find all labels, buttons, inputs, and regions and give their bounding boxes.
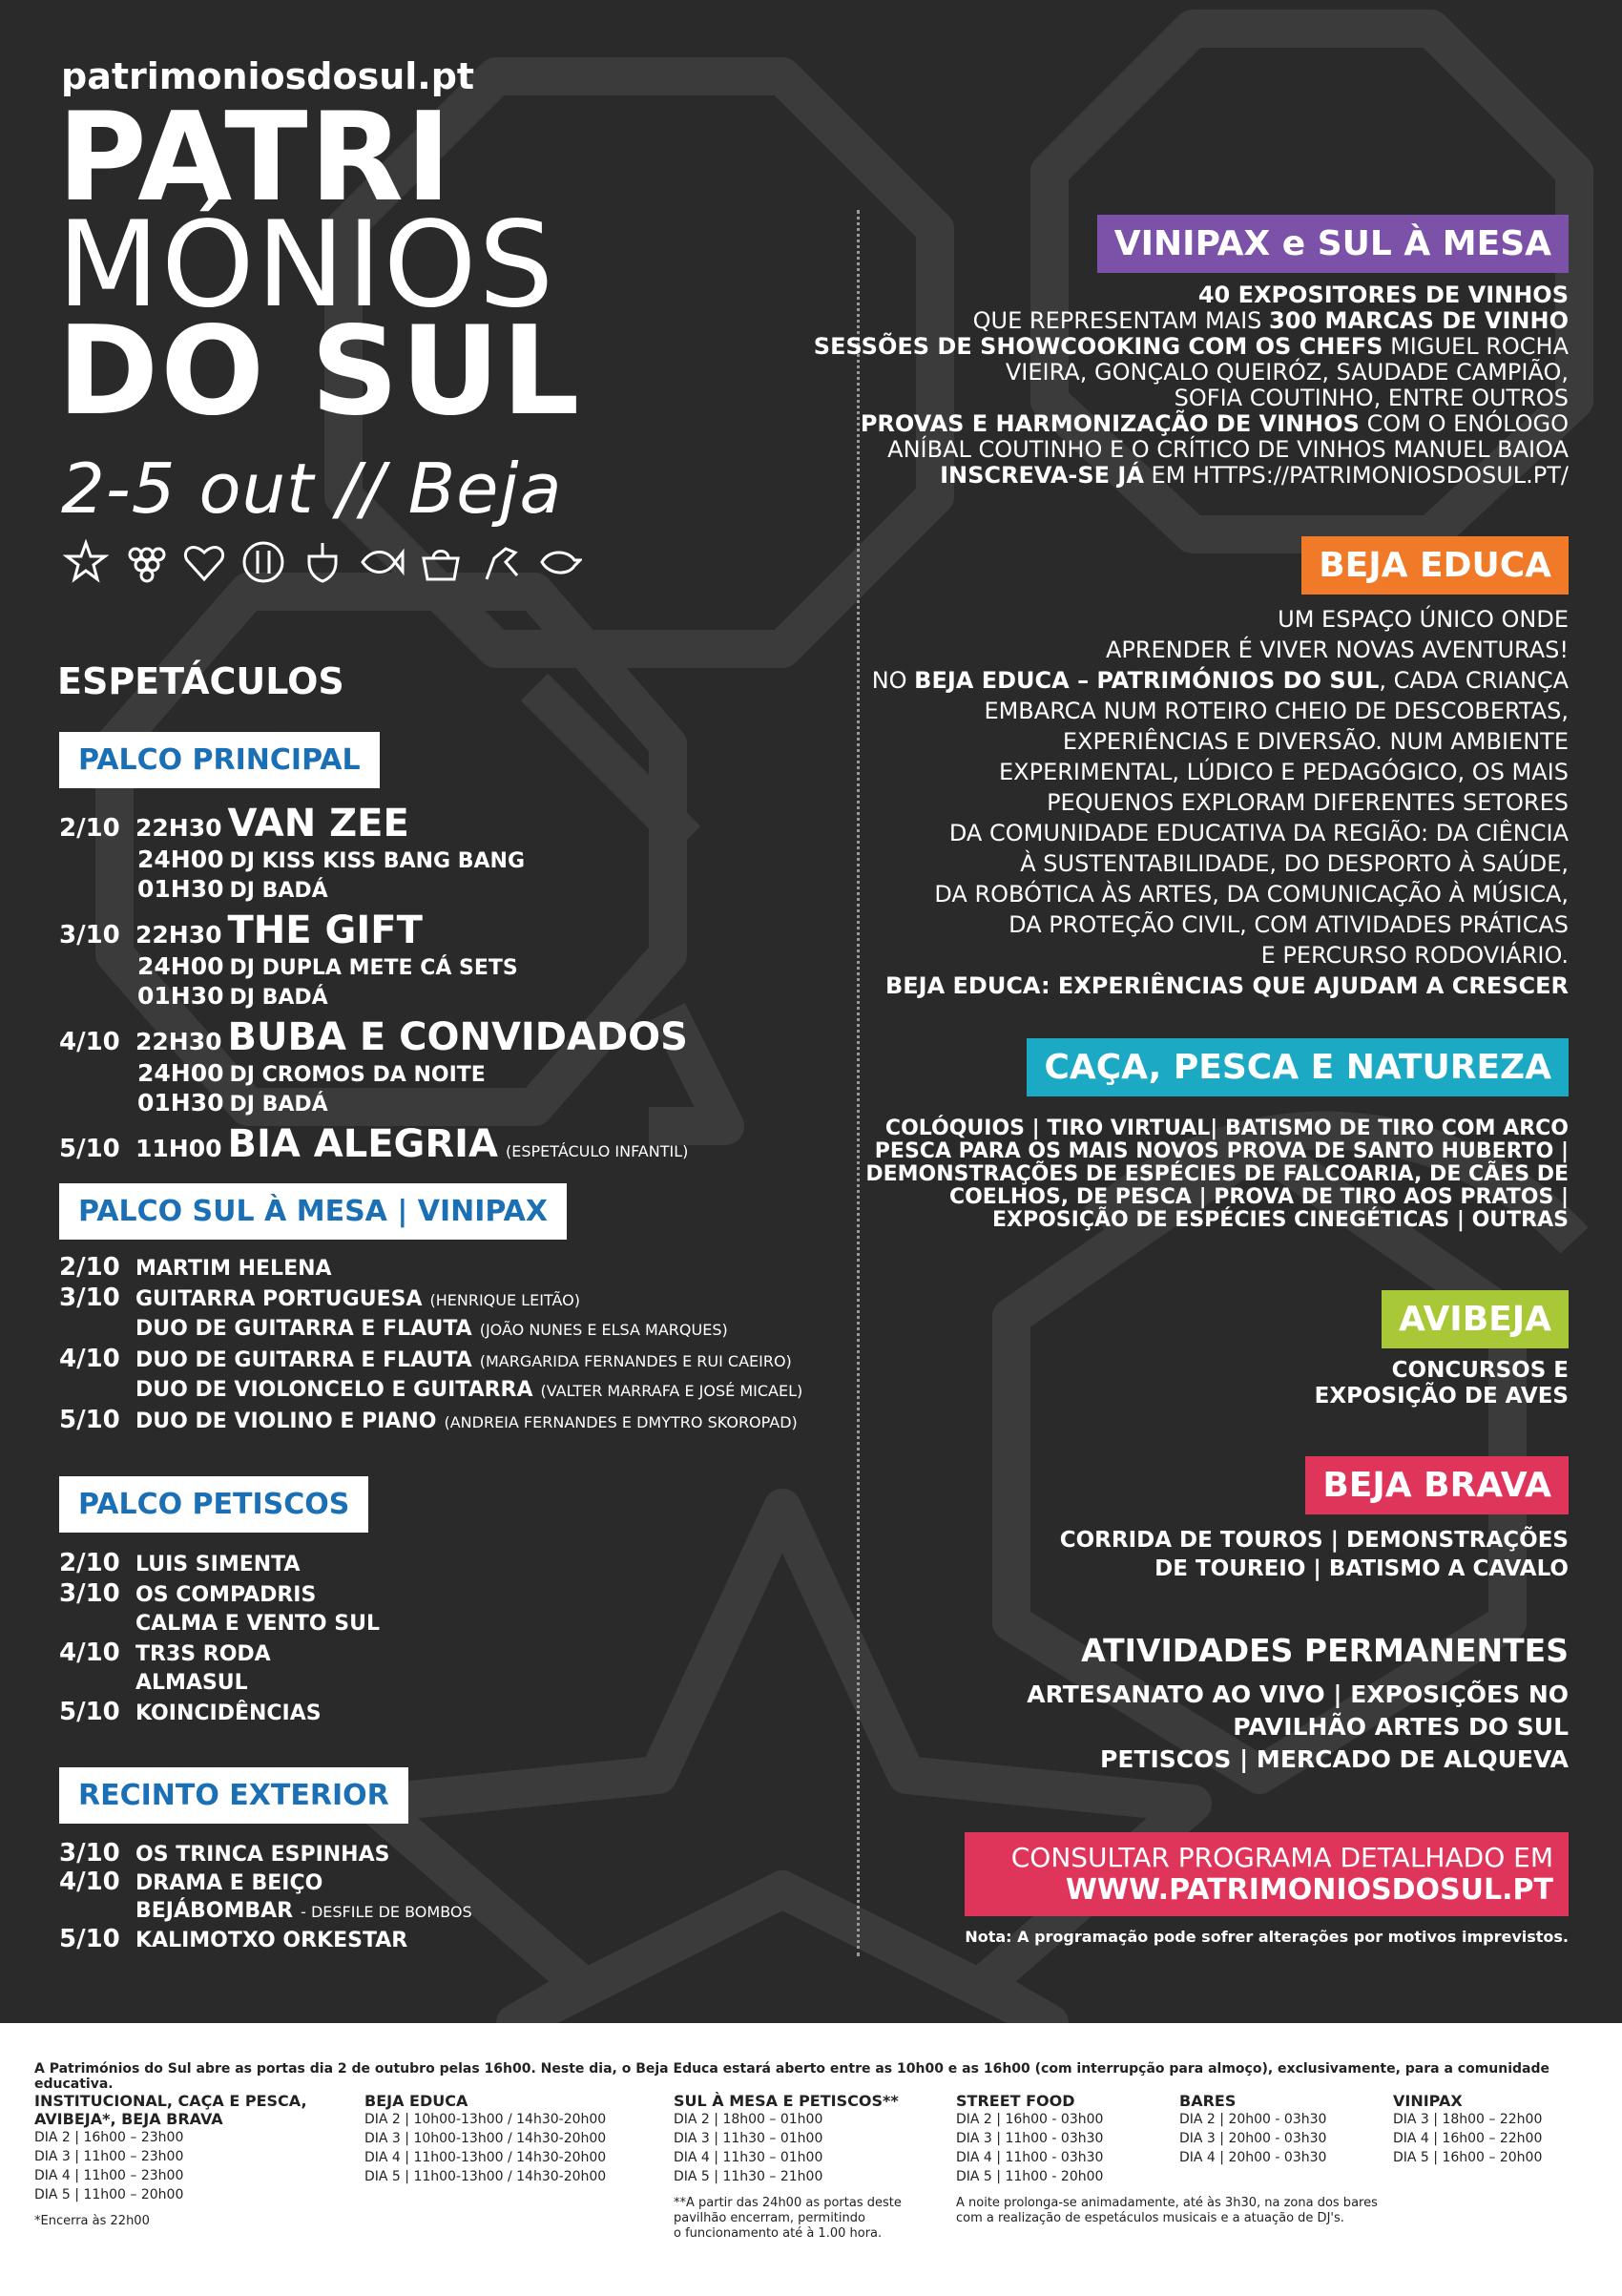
program-act: DUO DE VIOLINO E PIANO [135,1409,437,1433]
program-row [59,1315,802,1345]
footer-column-heading: AVIBEJA*, BEJA BRAVA [34,2110,223,2128]
program-row [59,982,688,1012]
program-act: THE GIFT [227,908,423,952]
palco-sul-tag: PALCO SUL À MESA | VINIPAX [59,1183,567,1240]
vinipax-line: ANÍBAL COUTINHO E O CRÍTICO DE VINHOS MANUEL BAIOA [887,436,1569,463]
program-act: VAN ZEE [227,802,409,845]
consult-url[interactable]: WWW.PATRIMONIOSDOSUL.PT [1065,1873,1553,1907]
caca-line: PESCA PARA OS MAIS NOVOS PROVA DE SANTO HUBERTO | [874,1139,1569,1163]
program-date: 4/10 [59,1639,120,1667]
program-act: DJ BADÁ [229,986,328,1010]
program-note: (HENRIQUE LEITÃO) [429,1291,580,1309]
program-time: 24H00 [137,1059,224,1087]
program-date: 3/10 [59,1579,120,1608]
program-row [59,1840,472,1868]
footer-footnote-line: *Encerra às 22h00 [34,2214,150,2228]
vinipax-line: PROVAS E HARMONIZAÇÃO DE VINHOS [860,410,1360,437]
beja-educa-line: E PERCURSO RODOVIÁRIO. [1260,942,1569,969]
footer-footnote [34,2214,307,2229]
footer-column-heading: STREET FOOD [956,2092,1075,2110]
program-date: 4/10 [59,1868,120,1896]
palco-petiscos-program [59,1549,380,1728]
avibeja-line: EXPOSIÇÃO DE AVES [1314,1384,1569,1409]
vinipax-line: QUE REPRESENTAM MAIS [972,307,1270,334]
program-row [59,1897,472,1926]
caca-section [865,1038,1569,1232]
caca-line: COELHOS, DE PESCA | PROVA DE TIRO AOS PRATOS | [948,1185,1569,1209]
star-icon [61,537,111,587]
program-time: 22H30 [135,921,222,949]
event-dates: 2-5 out // Beja [61,449,563,529]
recinto-exterior-tag: RECINTO EXTERIOR [59,1767,408,1824]
logo-line-2: MÓNIOS [57,197,556,334]
program-row [59,1639,380,1669]
beja-educa-line: DA COMUNIDADE EDUCATIVA DA REGIÃO: DA CIÊNCIA [948,820,1569,846]
caca-line: DEMONSTRAÇÕES DE ESPÉCIES DE FALCOARIA, DE CÃES DE [865,1162,1569,1186]
footer-column-heading: VINIPAX [1393,2092,1463,2110]
footer-schedule-row: DIA 3 | 11h30 – 01h00 [674,2131,823,2146]
program-date: 5/10 [59,1925,120,1953]
beja-educa-tag: BEJA EDUCA [1301,536,1569,595]
program-row [59,1579,380,1610]
program-act: BEJÁBOMBAR [135,1899,294,1923]
program-date: 2/10 [59,814,120,843]
program-act: DUO DE VIOLONCELO E GUITARRA [135,1378,533,1402]
horse-icon [475,537,525,587]
footer-schedule-row: DIA 4 | 11h00 – 23h00 [34,2168,184,2183]
footer-column [364,2092,606,2186]
footer-footnote-line: **A partir das 24h00 as portas deste [674,2196,902,2210]
vinipax-line: SESSÕES DE SHOWCOOKING COM OS CHEFS [813,333,1383,360]
footer-schedule-row: DIA 3 | 11h00 – 23h00 [34,2149,184,2164]
program-time: 22H30 [135,814,222,842]
footer-schedule-row: DIA 2 | 20h00 - 03h30 [1179,2112,1327,2127]
vinipax-section [814,215,1569,489]
vinipax-line: EM HTTPS://PATRIMONIOSDOSUL.PT/ [1143,462,1569,489]
program-act: KOINCIDÊNCIAS [135,1701,322,1725]
pot-icon [416,537,466,587]
footer-schedule-row: DIA 5 | 11h00-13h00 / 14h30-20h00 [364,2169,607,2184]
program-time: 01H30 [137,982,224,1010]
program-date: 2/10 [59,1253,120,1282]
avibeja-tag: AVIBEJA [1382,1290,1569,1348]
program-time: 22H30 [135,1028,222,1055]
grapes-icon [120,537,170,587]
footer-schedule-row: DIA 2 | 16h00 - 03h00 [956,2112,1104,2127]
vinipax-line: INSCREVA-SE JÁ [940,462,1144,489]
footer-footnote-line: o funcionamento até à 1.00 hora. [674,2226,883,2241]
icon-row [61,537,584,587]
footer-schedule-row: DIA 4 | 16h00 – 22h00 [1393,2131,1543,2146]
footer-schedule-row: DIA 3 | 11h00 - 03h30 [956,2131,1104,2146]
palco-principal-tag: PALCO PRINCIPAL [59,732,380,788]
permanentes-title: ATIVIDADES PERMANENTES [1081,1632,1569,1669]
footer-column [1179,2092,1326,2167]
footer-schedule-row: DIA 5 | 11h00 - 20h00 [956,2169,1104,2184]
program-row [59,1284,802,1315]
program-act: DRAMA E BEIÇO [135,1871,323,1895]
program-time: 24H00 [137,845,224,873]
program-note: (ESPETÁCULO INFANTIL) [506,1142,689,1160]
schedule-footer [0,2023,1622,2296]
program-row [59,1015,688,1059]
vinipax-line: 40 EXPOSITORES DE VINHOS [1197,282,1569,308]
footer-footnote-line: pavilhão encerram, permitindo [674,2211,865,2225]
caca-tag: CAÇA, PESCA E NATUREZA [1027,1038,1569,1096]
program-row [59,952,688,982]
site-url[interactable]: patrimoniosdosul.pt [61,55,475,97]
program-note: (MARGARIDA FERNANDES E RUI CAEIRO) [479,1352,792,1370]
program-row [59,908,688,952]
program-act: GUITARRA PORTUGUESA [135,1287,423,1311]
caca-line: COLÓQUIOS | TIRO VIRTUAL| BATISMO DE TIRO COM ARCO [884,1117,1569,1140]
beja-educa-line: UM ESPAÇO ÚNICO ONDE [1278,606,1569,633]
program-date: 3/10 [59,1284,120,1312]
beja-educa-text [872,604,1569,1001]
program-time: 01H30 [137,1089,224,1117]
beja-educa-line [872,665,1569,696]
footer-schedule-row: DIA 4 | 11h30 – 01h00 [674,2150,823,2165]
footer-schedule-row: DIA 2 | 16h00 – 23h00 [34,2130,184,2145]
program-note: (ANDREIA FERNANDES E DMYTRO SKOROPAD) [444,1413,798,1431]
footer-schedule-row: DIA 4 | 11h00-13h00 / 14h30-20h00 [364,2150,607,2165]
permanentes-line: ARTESANATO AO VIVO | EXPOSIÇÕES NO [1027,1680,1569,1708]
program-time: 24H00 [137,952,224,980]
footer-column [34,2092,307,2229]
program-row [59,1122,688,1166]
beja-educa-line: APRENDER É VIVER NOVAS AVENTURAS! [1105,637,1569,663]
program-row [59,1376,802,1406]
program-date: 5/10 [59,1135,120,1163]
footer-schedule-row: DIA 5 | 11h00 – 20h00 [34,2187,184,2202]
program-row [59,845,688,875]
permanentes-section [1027,1632,1569,1776]
program-row [59,1549,380,1579]
beja-educa-tagline: BEJA EDUCA: EXPERIÊNCIAS QUE AJUDAM A CRESCER [884,972,1569,999]
program-date: 2/10 [59,1549,120,1577]
avibeja-text [1315,1358,1569,1409]
footer-intro: A Patrimónios do Sul abre as portas dia 2 de outubro pelas 16h00. Neste dia, o Beja Educa estará aberto entre as 10h00 e as 16h00 (com interrupção para almoço), exclusivamente, para a comunidade educativa. [34,2061,1550,2092]
footer-schedule-row: DIA 4 | 20h00 - 03h30 [1179,2150,1327,2165]
plate-icon [239,537,288,587]
program-act: OS TRINCA ESPINHAS [135,1843,390,1867]
program-act: BIA ALEGRIA [227,1122,499,1166]
consult-banner[interactable] [965,1832,1569,1916]
program-row [59,1610,380,1639]
vinipax-line: SOFIA COUTINHO, ENTRE OUTROS [1174,385,1569,411]
program-row [59,1406,802,1437]
footer-footnote-line: A noite prolonga-se animadamente, até às 3h30, na zona dos bares [956,2196,1378,2210]
footer-column-heading: INSTITUCIONAL, CAÇA E PESCA, [34,2092,307,2110]
permanentes-line: PAVILHÃO ARTES DO SUL [1233,1713,1569,1741]
program-act: DJ KISS KISS BANG BANG [229,849,525,873]
beja-educa-line: EXPERIMENTAL, LÚDICO E PEDAGÓGICO, OS MAIS [999,759,1569,785]
program-row [59,802,688,845]
acorn-icon [298,537,347,587]
vinipax-line: COM O ENÓLOGO [1359,410,1569,437]
beja-educa-line: EXPERIÊNCIAS E DIVERSÃO. NUM AMBIENTE [1062,728,1569,755]
palco-petiscos-tag: PALCO PETISCOS [59,1476,368,1533]
program-row [59,1698,380,1728]
logo-line-3: DO SUL [57,301,582,443]
program-date: 5/10 [59,1406,120,1434]
program-act: DJ DUPLA METE CÁ SETS [229,956,518,980]
beja-educa-line: À SUSTENTABILIDADE, DO DESPORTO À SAÚDE, [1020,850,1569,877]
footer-schedule-row: DIA 5 | 16h00 – 20h00 [1393,2150,1543,2165]
program-act: TR3S RODA [135,1642,271,1666]
beja-educa-line: PEQUENOS EXPLORAM DIFERENTES SETORES [1047,789,1569,816]
program-row [59,1345,802,1376]
program-date: 3/10 [59,921,120,950]
footer-column-heading: BARES [1179,2092,1237,2110]
logo-line-1: PATRI [57,87,453,229]
program-row [59,1253,802,1284]
fish-icon [357,537,406,587]
program-act: OS COMPADRIS [135,1583,317,1607]
avibeja-section [1315,1290,1569,1409]
program-act: DJ BADÁ [229,879,328,903]
caca-text [865,1117,1569,1232]
bird-icon [534,537,584,587]
program-row [59,1089,688,1118]
footer-footnote [674,2196,902,2242]
beja-educa-fragment: , CADA CRIANÇA [1379,667,1569,694]
vinipax-line: VIEIRA, GONÇALO QUEIRÓZ, SAUDADE CAMPIÃO, [1005,359,1569,386]
espetaculos-heading: ESPETÁCULOS [57,660,344,702]
caca-line: EXPOSIÇÃO DE ESPÉCIES CINEGÉTICAS | OUTRAS [991,1208,1569,1232]
beja-brava-section [1060,1456,1569,1583]
footer-schedule-row: DIA 2 | 10h00-13h00 / 14h30-20h00 [364,2112,607,2127]
beja-educa-line: DA PROTEÇÃO CIVIL, COM ATIVIDADES PRÁTICAS [1009,911,1569,938]
vinipax-tag: VINIPAX e SUL À MESA [1097,215,1569,273]
footer-schedule-row: DIA 5 | 11h30 – 21h00 [674,2169,823,2184]
footer-column-heading: BEJA EDUCA [364,2092,468,2110]
beja-brava-tag: BEJA BRAVA [1305,1456,1569,1514]
vinipax-text [814,282,1569,489]
beja-brava-line: DE TOUREIO | BATISMO A CAVALO [1154,1556,1569,1581]
beja-educa-fragment: NO [871,667,915,694]
program-note: - DESFILE DE BOMBOS [301,1903,472,1921]
program-date: 4/10 [59,1345,120,1373]
vinipax-line: MIGUEL ROCHA [1383,333,1569,360]
program-row [59,1926,472,1954]
footer-schedule-row: DIA 3 | 10h00-13h00 / 14h30-20h00 [364,2131,607,2146]
recinto-exterior-program [59,1840,472,1954]
program-act: MARTIM HELENA [135,1257,332,1281]
program-date: 4/10 [59,1028,120,1056]
footer-column [674,2092,902,2242]
footer-footnote [956,2196,1378,2226]
program-note: (VALTER MARRAFA E JOSÉ MICAEL) [540,1382,803,1400]
disclaimer-note: Nota: A programação pode sofrer alterações por motivos imprevistos. [965,1928,1569,1946]
program-act: DJ CROMOS DA NOITE [229,1063,486,1087]
footer-schedule-row: DIA 3 | 20h00 - 03h30 [1179,2131,1327,2146]
avibeja-line: CONCURSOS E [1391,1358,1569,1383]
permanentes-line: PETISCOS | MERCADO DE ALQUEVA [1100,1745,1569,1773]
footer-schedule-row: DIA 4 | 11h00 - 03h30 [956,2150,1104,2165]
beja-educa-section [872,536,1569,1001]
footer-schedule-row: DIA 3 | 18h00 – 22h00 [1393,2112,1543,2127]
beja-educa-line: DA ROBÓTICA ÀS ARTES, DA COMUNICAÇÃO À MÚSICA, [934,881,1569,908]
program-note: (JOÃO NUNES E ELSA MARQUES) [479,1321,728,1339]
footer-footnote-line: com a realização de espetáculos musicais e a atuação de DJ's. [956,2211,1344,2225]
consult-section [965,1832,1569,1946]
program-date: 3/10 [59,1839,120,1868]
program-act: KALIMOTXO ORKESTAR [135,1929,408,1952]
beja-educa-fragment: BEJA EDUCA – PATRIMÓNIOS DO SUL [914,667,1380,694]
program-act: CALMA E VENTO SUL [135,1612,381,1636]
program-row [59,1669,380,1698]
program-row [59,1868,472,1897]
permanentes-text [1027,1679,1569,1776]
program-act: ALMASUL [135,1671,248,1695]
program-time: 01H30 [137,875,224,903]
footer-column [1393,2092,1542,2167]
program-act: BUBA E CONVIDADOS [227,1015,688,1059]
vinipax-line: 300 MARCAS DE VINHO [1269,307,1569,334]
heart-icon [179,537,229,587]
program-act: LUIS SIMENTA [135,1553,301,1576]
beja-brava-text [1060,1526,1569,1583]
program-act: DJ BADÁ [229,1093,328,1117]
palco-principal-program [59,798,688,1166]
beja-educa-line: EMBARCA NUM ROTEIRO CHEIO DE DESCOBERTAS, [984,698,1569,724]
consult-line: CONSULTAR PROGRAMA DETALHADO EM [1010,1842,1553,1873]
program-act: DUO DE GUITARRA E FLAUTA [135,1317,472,1341]
program-act: DUO DE GUITARRA E FLAUTA [135,1348,472,1372]
palco-sul-program [59,1253,802,1437]
program-row [59,875,688,905]
program-date: 5/10 [59,1698,120,1726]
footer-schedule-row: DIA 2 | 18h00 – 01h00 [674,2112,823,2127]
program-time: 11H00 [135,1135,222,1162]
program-row [59,1059,688,1089]
footer-column-heading: SUL À MESA E PETISCOS** [674,2092,899,2110]
beja-brava-line: CORRIDA DE TOUROS | DEMONSTRAÇÕES [1059,1528,1569,1553]
event-logo [57,87,630,443]
